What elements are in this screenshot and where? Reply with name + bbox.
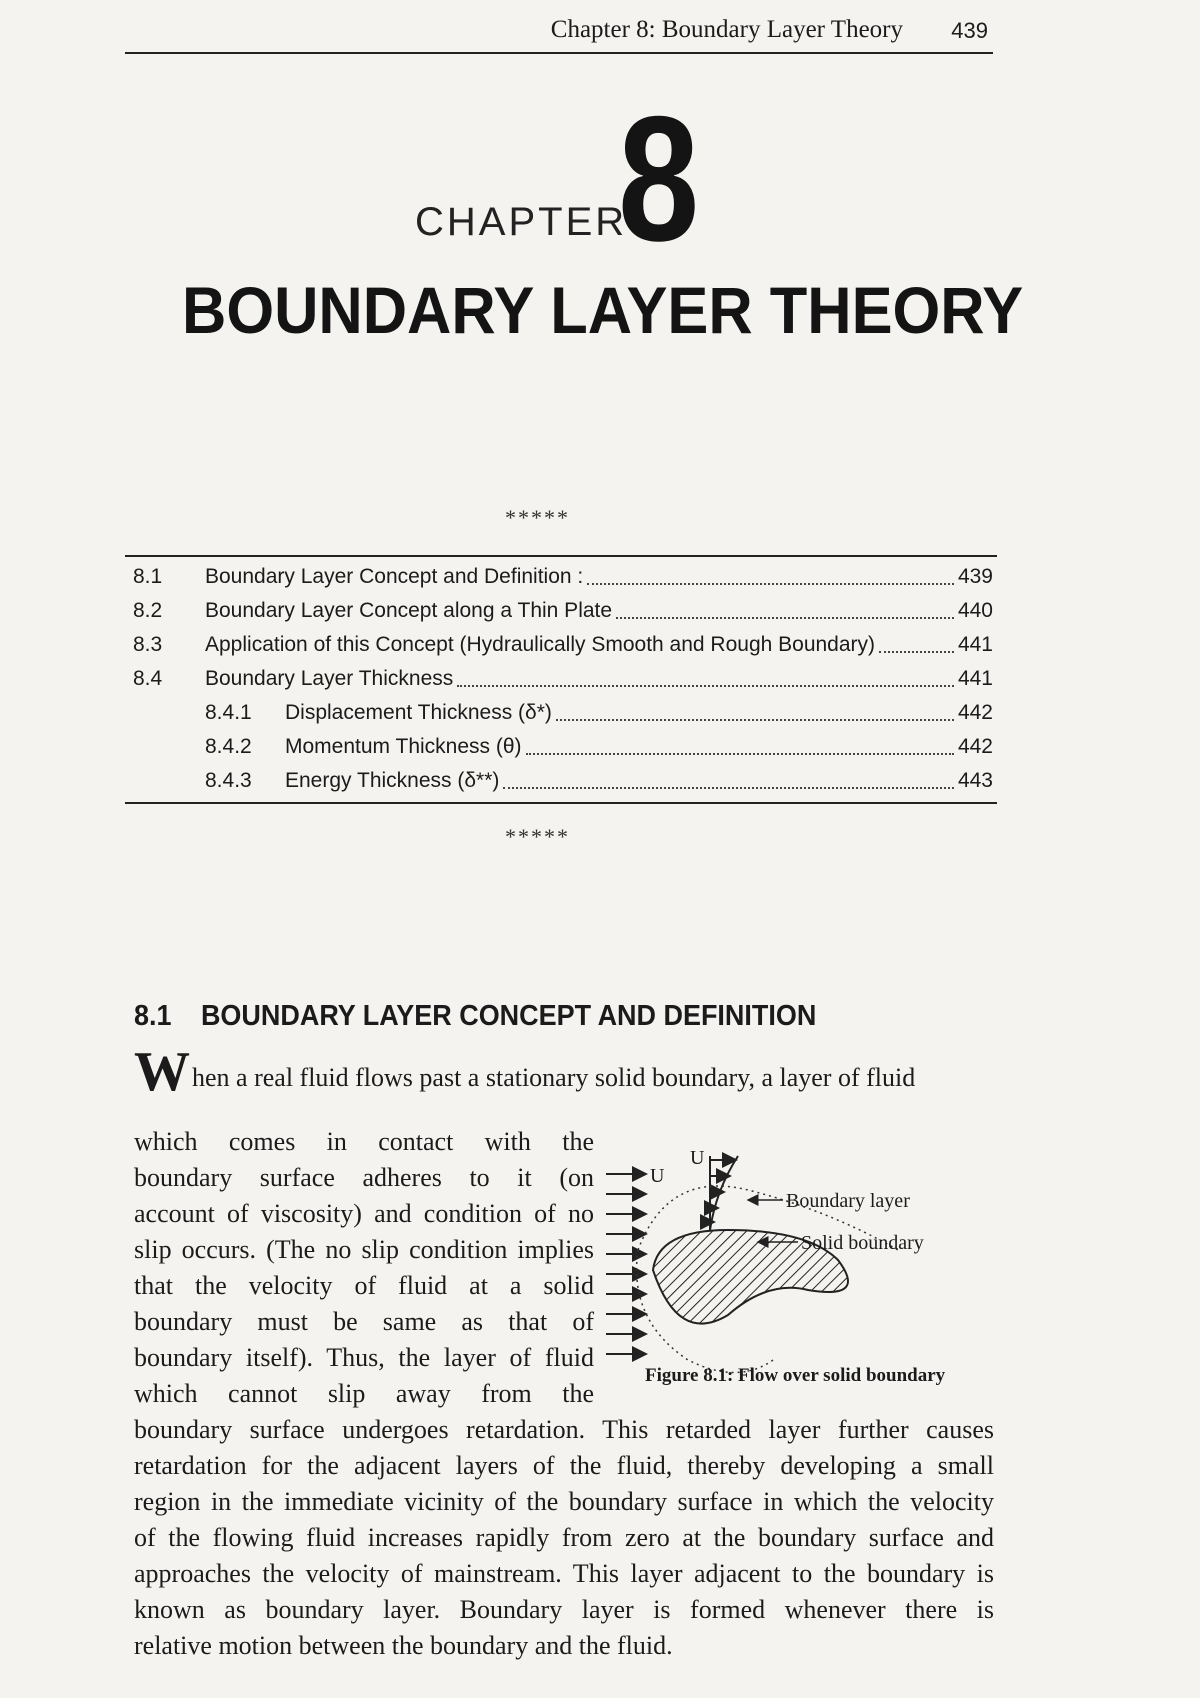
paragraph-wrapped-text (134, 1124, 594, 1412)
figure-flow-over-solid-boundary (598, 1130, 1008, 1390)
toc-title: Momentum Thickness (θ) (285, 735, 522, 758)
text-line: retardation for the adjacent layers of the fluid, thereby developing a small (134, 1451, 994, 1480)
toc-row (125, 595, 997, 629)
toc-row (125, 629, 997, 663)
toc-leader-dots (503, 785, 954, 789)
text-line: boundary must be same as that of (134, 1307, 594, 1336)
toc-page: 440 (957, 599, 993, 622)
label-u-top: U (690, 1147, 705, 1169)
toc-leader-dots (556, 717, 954, 721)
text-line: boundary itself). Thus, the layer of fluid (134, 1343, 594, 1372)
toc-page: 441 (957, 633, 993, 656)
paragraph-continued (134, 1412, 994, 1664)
section-title: BOUNDARY LAYER CONCEPT AND DEFINITION (200, 1000, 817, 1032)
text-line: of the flowing fluid increases rapidly from zero at the boundary surface and (134, 1523, 994, 1552)
label-solid-boundary: Solid boundary (801, 1232, 924, 1254)
toc-number: 8.2 (133, 599, 163, 622)
text-line: boundary surface adheres to it (on (134, 1163, 594, 1192)
text-line: region in the immediate vicinity of the boundary surface in which the velocity (134, 1487, 994, 1516)
toc-number: 8.4 (133, 667, 163, 690)
section-number: 8.1 (134, 1000, 172, 1032)
toc-title: Boundary Layer Concept and Definition : (205, 565, 584, 588)
separator-bottom: ***** (505, 824, 570, 849)
flow-arrows (606, 1174, 646, 1354)
toc-row (125, 765, 997, 799)
toc-subnumber: 8.4.3 (205, 769, 252, 792)
toc-page: 439 (957, 565, 993, 588)
toc-leader-dots (457, 683, 954, 687)
toc-title: Application of this Concept (Hydraulically Smooth and Rough Boundary) (205, 633, 876, 656)
text-line: which comes in contact with the (134, 1127, 594, 1156)
velocity-profile (710, 1156, 738, 1230)
text-line: which cannot slip away from the (134, 1379, 594, 1408)
chapter-title: BOUNDARY LAYER THEORY (182, 273, 1024, 347)
text-line: known as boundary layer. Boundary layer is formed whenever there is (134, 1595, 994, 1624)
text-line: boundary surface undergoes retardation. This retarded layer further causes (134, 1415, 994, 1444)
text-line: account of viscosity) and condition of no (134, 1199, 594, 1228)
toc-title: Displacement Thickness (δ*) (285, 701, 552, 724)
toc-row (125, 561, 997, 595)
toc-row (125, 663, 997, 697)
section-heading (134, 1000, 816, 1033)
page-number: 439 (951, 18, 988, 43)
label-boundary-layer: Boundary layer (786, 1190, 910, 1212)
toc-row (125, 731, 997, 765)
toc-subnumber: 8.4.2 (205, 735, 252, 758)
paragraph-first-line (134, 1041, 994, 1103)
running-header (125, 14, 993, 54)
toc-row (125, 697, 997, 731)
toc-number: 8.1 (133, 565, 163, 588)
chapter-number: 8 (618, 79, 700, 278)
separator-top: ***** (505, 505, 570, 530)
toc-leader-dots (526, 751, 954, 755)
toc-page: 441 (957, 667, 993, 690)
toc-page: 442 (957, 701, 993, 724)
text-line: relative motion between the boundary and the fluid. (134, 1631, 673, 1660)
running-title: Chapter 8: Boundary Layer Theory (550, 16, 903, 43)
toc-leader-dots (587, 581, 954, 585)
text-line: slip occurs. (The no slip condition implies (134, 1235, 594, 1264)
toc-page: 443 (957, 769, 993, 792)
toc-leader-dots (879, 649, 954, 653)
toc-subnumber: 8.4.1 (205, 701, 252, 724)
toc-leader-dots (616, 615, 954, 619)
toc-title: Boundary Layer Thickness (205, 667, 454, 690)
first-line-text: hen a real fluid flows past a stationary solid boundary, a layer of fluid (192, 1063, 916, 1092)
toc-title: Boundary Layer Concept along a Thin Plate (205, 599, 613, 622)
toc-page: 442 (957, 735, 993, 758)
text-line: approaches the velocity of mainstream. This layer adjacent to the boundary is (134, 1559, 994, 1588)
toc-number: 8.3 (133, 633, 163, 656)
chapter-label: CHAPTER (415, 200, 628, 244)
text-line: that the velocity of fluid at a solid (134, 1271, 594, 1300)
toc-title: Energy Thickness (δ**) (285, 769, 500, 792)
drop-cap: W (134, 1041, 190, 1103)
figure-caption: Figure 8.1: Flow over solid boundary (645, 1365, 946, 1386)
label-u-side: U (650, 1165, 665, 1187)
table-of-contents (125, 555, 997, 804)
